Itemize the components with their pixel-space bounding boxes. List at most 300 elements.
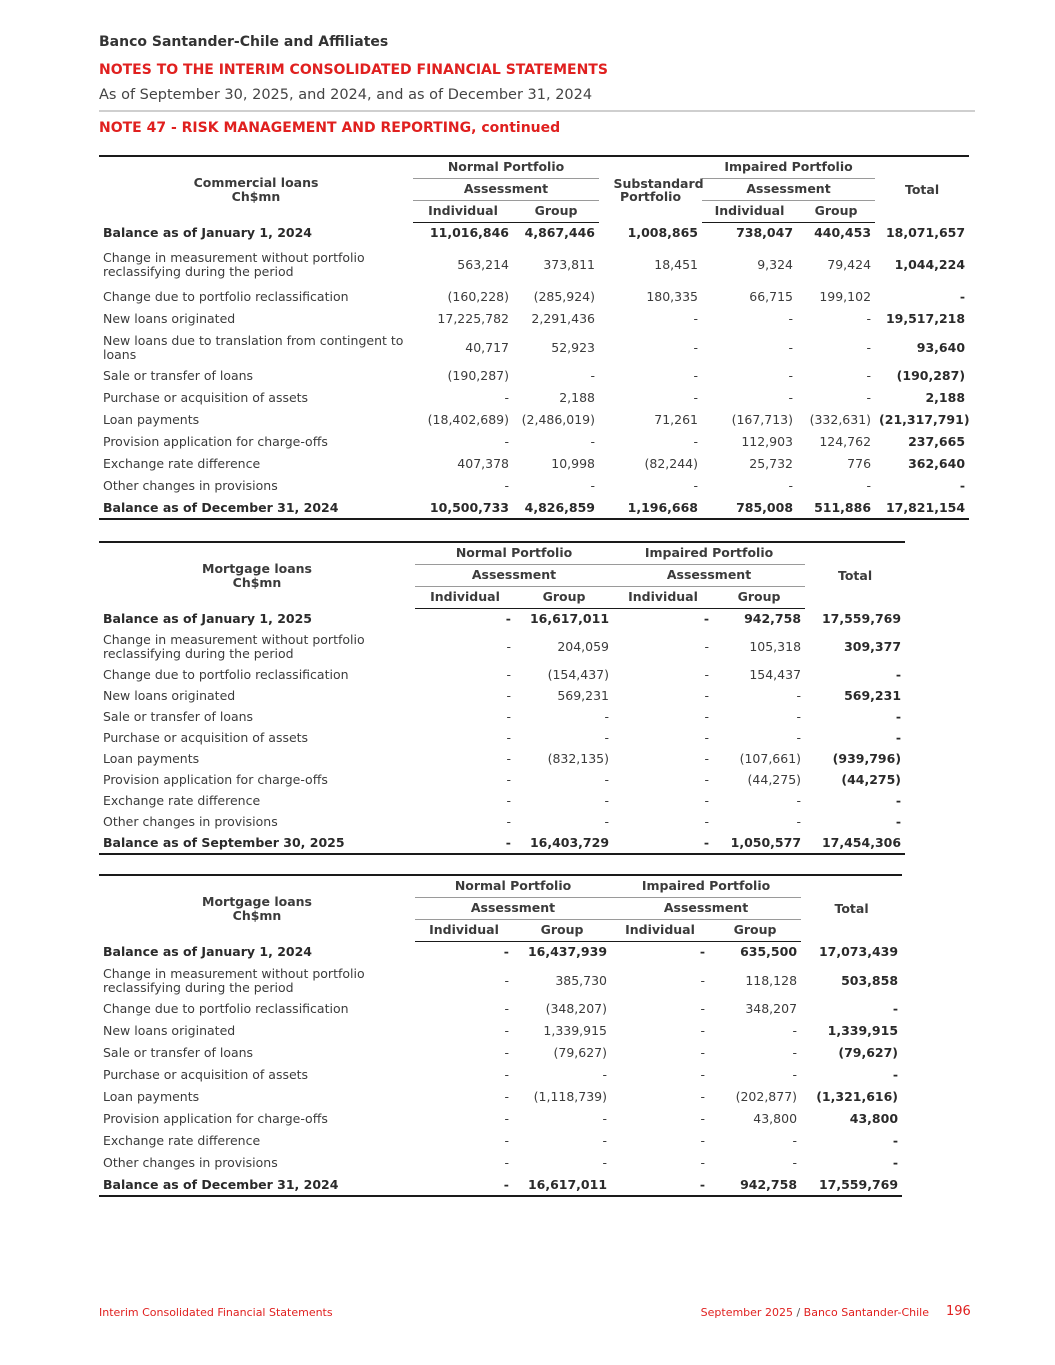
row-label: New loans originated [103, 311, 236, 326]
cell: 16,403,729 [515, 832, 613, 854]
table-row [99, 790, 905, 811]
individual-header: Individual [415, 586, 515, 608]
table-row [99, 308, 969, 330]
cell: - [704, 813, 710, 829]
impaired-portfolio-header: Impaired Portfolio [702, 156, 875, 178]
cell: - [866, 339, 872, 355]
cell: - [590, 434, 596, 449]
cell: 40,717 [465, 339, 509, 355]
table-row [99, 286, 969, 308]
cell: 942,758 [709, 1174, 801, 1196]
mortgage-2025-title-cell [99, 542, 415, 608]
row-label: Change due to portfolio reclassification [103, 666, 349, 682]
cell: 785,008 [702, 497, 797, 519]
commercial-title-cell [99, 156, 413, 222]
cell: - [792, 1155, 798, 1170]
cell: - [602, 1133, 608, 1148]
cell: - [504, 1067, 509, 1082]
table-row [99, 630, 905, 664]
cell: - [504, 972, 509, 988]
cell: - [866, 390, 872, 405]
assessment-header: Assessment [413, 178, 599, 200]
total-cell: 1,044,224 [894, 257, 966, 272]
cell: - [506, 750, 511, 766]
total-cell: - [892, 1001, 899, 1016]
cell: 348,207 [745, 1001, 798, 1016]
row-label: Purchase or acquisition of assets [103, 390, 309, 405]
cell: - [506, 771, 511, 787]
row-label: Sale or transfer of loans [103, 1045, 254, 1060]
row-label: Loan payments [103, 1089, 200, 1104]
cell: - [506, 792, 511, 808]
row-label: New loans originated [103, 687, 236, 703]
table-row [99, 727, 905, 748]
total-header: Total [875, 156, 969, 222]
table-row [99, 941, 902, 963]
table-row [99, 222, 969, 244]
total-header: Total [801, 875, 902, 941]
cell: - [693, 311, 699, 326]
table-unit: Ch$mn [231, 188, 281, 204]
row-label: Purchase or acquisition of assets [103, 1067, 309, 1082]
cell: - [604, 813, 610, 829]
table-row [99, 431, 969, 453]
cell: - [504, 1045, 509, 1060]
total-cell: 19,517,218 [885, 311, 966, 326]
cell: - [704, 687, 710, 703]
table-title: Mortgage loans [202, 893, 312, 909]
total-cell: (939,796) [832, 750, 902, 766]
cell: - [693, 478, 699, 493]
total-cell: 17,073,439 [818, 944, 899, 959]
row-label: Balance as of December 31, 2024 [99, 1174, 415, 1196]
footer-bank: Banco Santander-Chile [803, 1306, 929, 1319]
row-label: Balance as of January 1, 2025 [103, 611, 312, 626]
table-row [99, 811, 905, 832]
cell: - [796, 708, 802, 724]
row-label: Provision application for charge-offs [103, 771, 328, 787]
row-label: Other changes in provisions [103, 1155, 278, 1170]
cell: 204,059 [557, 639, 610, 654]
cell: - [602, 1111, 608, 1126]
total-cell: - [892, 1133, 899, 1148]
cell: - [613, 832, 713, 854]
cell: - [792, 1067, 798, 1082]
cell: (82,244) [644, 456, 699, 471]
cell: - [788, 478, 794, 493]
total-cell: - [895, 666, 902, 682]
assessment-header: Assessment [415, 897, 611, 919]
cell: - [693, 339, 699, 355]
row-label: Loan payments [103, 750, 200, 766]
row-label: New loans originated [103, 1023, 236, 1038]
table-unit: Ch$mn [232, 907, 282, 923]
total-cell: 237,665 [908, 434, 966, 449]
assessment-header: Assessment [613, 564, 805, 586]
cell: (348,207) [545, 1001, 608, 1016]
cell: - [700, 1089, 706, 1104]
cell: 199,102 [819, 289, 872, 304]
cell: - [504, 478, 509, 493]
cell: 16,617,011 [529, 611, 610, 627]
cell: 105,318 [749, 639, 802, 654]
table-row [99, 685, 905, 706]
total-cell: 17,821,154 [875, 497, 969, 519]
total-cell: - [959, 478, 966, 493]
row-label: Other changes in provisions [103, 478, 278, 493]
cell: - [604, 708, 610, 724]
cell: 10,998 [551, 456, 596, 471]
row-label: Purchase or acquisition of assets [103, 729, 309, 745]
total-cell: (1,321,616) [816, 1089, 899, 1104]
total-cell: - [895, 792, 902, 808]
cell: 776 [847, 456, 872, 471]
cell: 52,923 [551, 339, 596, 355]
table-unit: Ch$mn [232, 574, 282, 590]
cell: - [504, 1133, 509, 1148]
cell: (332,631) [809, 412, 872, 427]
cell: 635,500 [740, 944, 798, 960]
cell: 4,826,859 [513, 497, 599, 519]
mortgage-loans-2024-table [99, 874, 902, 1197]
cell: (832,135) [547, 750, 610, 766]
cell: - [704, 639, 710, 654]
cell: 373,811 [543, 257, 596, 272]
assessment-header: Assessment [415, 564, 613, 586]
row-label: Change in measurement without portfolio reclassifying during the period [103, 250, 365, 279]
cell: - [504, 434, 509, 449]
table-title: Mortgage loans [202, 560, 312, 576]
cell: 66,715 [749, 289, 794, 304]
table-row [99, 365, 969, 387]
cell: - [704, 729, 710, 745]
mortgage-2024-title-cell [99, 875, 415, 941]
group-header: Group [713, 586, 805, 608]
cell: (167,713) [731, 412, 794, 427]
cell: (107,661) [739, 750, 802, 766]
row-label: Provision application for charge-offs [103, 1111, 328, 1126]
table-row [99, 409, 969, 431]
total-cell: 43,800 [849, 1111, 899, 1126]
cell: 124,762 [819, 434, 872, 449]
cell: - [506, 639, 511, 654]
row-label: Change due to portfolio reclassification [103, 289, 349, 304]
cell: 17,225,782 [437, 311, 509, 326]
row-label: Balance as of September 30, 2025 [99, 832, 415, 854]
table-row [99, 1152, 902, 1174]
cell: - [503, 944, 509, 960]
cell: - [700, 1001, 706, 1016]
group-header: Group [513, 200, 599, 222]
cell: 563,214 [457, 257, 509, 272]
cell: 180,335 [646, 289, 699, 304]
cell: - [415, 832, 515, 854]
notes-title: NOTES TO THE INTERIM CONSOLIDATED FINANCIAL STATEMENTS [99, 62, 608, 78]
total-cell: - [959, 289, 966, 304]
row-label: New loans due to translation from contingent to loans [103, 332, 404, 362]
cell: - [505, 611, 511, 627]
assessment-header: Assessment [611, 897, 801, 919]
cell: 2,291,436 [531, 311, 596, 326]
table-row [99, 330, 969, 365]
total-cell: (190,287) [896, 368, 966, 383]
total-cell: 309,377 [844, 639, 902, 654]
cell: - [504, 1155, 509, 1170]
row-label: Balance as of December 31, 2024 [99, 497, 413, 519]
cell: - [796, 729, 802, 745]
row-label: Exchange rate difference [103, 792, 261, 808]
cell: - [700, 1111, 706, 1126]
cell: - [700, 1067, 706, 1082]
footer-date-bank [701, 1306, 929, 1319]
total-cell: 362,640 [908, 456, 966, 471]
cell: 569,231 [557, 687, 610, 703]
cell: (1,118,739) [533, 1089, 608, 1104]
footer-document-title: Interim Consolidated Financial Statements [99, 1306, 333, 1319]
cell: 1,196,668 [599, 497, 702, 519]
cell: 16,617,011 [513, 1174, 611, 1196]
cell: - [700, 1133, 706, 1148]
total-cell: (79,627) [838, 1045, 899, 1060]
cell: - [704, 750, 710, 766]
table-row [99, 1108, 902, 1130]
cell: - [506, 813, 511, 829]
cell: - [788, 311, 794, 326]
header-divider [99, 110, 975, 112]
total-cell: - [895, 708, 902, 724]
individual-header: Individual [611, 919, 709, 941]
table-row [99, 832, 905, 854]
cell: - [604, 771, 610, 787]
cell: - [704, 792, 710, 808]
table-row [99, 1020, 902, 1042]
total-cell: - [892, 1067, 899, 1082]
cell: - [788, 368, 794, 383]
cell: 43,800 [753, 1111, 798, 1126]
cell: - [788, 339, 794, 355]
cell: - [504, 1023, 509, 1038]
row-label: Sale or transfer of loans [103, 708, 254, 724]
table-row [99, 664, 905, 685]
cell: (44,275) [747, 771, 802, 787]
cell: - [504, 1001, 509, 1016]
cell: - [506, 729, 511, 745]
cell: - [504, 1111, 509, 1126]
cell: - [506, 708, 511, 724]
total-cell: 2,188 [925, 390, 966, 405]
row-label: Provision application for charge-offs [103, 434, 328, 449]
total-cell: 17,454,306 [805, 832, 905, 854]
mortgage-loans-2025-table [99, 541, 905, 855]
group-header: Group [709, 919, 801, 941]
cell: 4,867,446 [524, 225, 596, 241]
cell: 511,886 [797, 497, 875, 519]
cell: - [693, 390, 699, 405]
substandard-portfolio-header [599, 156, 702, 222]
cell: 112,903 [741, 434, 794, 449]
row-label: Other changes in provisions [103, 813, 278, 829]
total-cell: - [895, 813, 902, 829]
cell: (154,437) [547, 666, 610, 682]
cell: 154,437 [749, 666, 802, 682]
cell: 71,261 [654, 412, 699, 427]
row-label: Change in measurement without portfolio reclassifying during the period [103, 632, 365, 661]
cell: - [415, 1174, 513, 1196]
company-name: Banco Santander-Chile and Affiliates [99, 34, 389, 50]
cell: - [604, 729, 610, 745]
total-cell: (21,317,791) [879, 412, 970, 427]
total-header: Total [805, 542, 905, 608]
row-label: Change due to portfolio reclassification [103, 1001, 349, 1016]
table-row [99, 608, 905, 630]
footer-separator: / [796, 1306, 801, 1319]
table-title: Commercial loans [193, 174, 319, 190]
total-cell: - [895, 729, 902, 745]
substandard-label: Substandard Portfolio [613, 175, 704, 204]
cell: 25,732 [749, 456, 794, 471]
cell: 79,424 [827, 257, 872, 272]
cell: 407,378 [457, 456, 509, 471]
table-row [99, 998, 902, 1020]
total-cell: 17,559,769 [801, 1174, 902, 1196]
cell: - [506, 687, 511, 703]
cell: (285,924) [533, 289, 596, 304]
note-title: NOTE 47 - RISK MANAGEMENT AND REPORTING, continued [99, 120, 561, 136]
cell: - [604, 792, 610, 808]
normal-portfolio-header: Normal Portfolio [415, 875, 611, 897]
cell: (190,287) [447, 368, 509, 383]
cell: 1,050,577 [713, 832, 805, 854]
cell: - [788, 390, 794, 405]
table-row [99, 1174, 902, 1196]
table-row [99, 387, 969, 409]
impaired-portfolio-header: Impaired Portfolio [613, 542, 805, 564]
total-cell: 93,640 [916, 339, 966, 355]
total-cell: - [892, 1155, 899, 1170]
cell: 1,008,865 [627, 225, 699, 240]
total-cell: (44,275) [841, 771, 902, 787]
cell: (160,228) [447, 289, 509, 304]
cell: (79,627) [553, 1045, 608, 1060]
cell: - [504, 390, 509, 405]
table-row [99, 769, 905, 790]
table-row [99, 244, 969, 286]
table-row [99, 963, 902, 998]
cell: 440,453 [814, 225, 872, 241]
row-label: Sale or transfer of loans [103, 368, 254, 383]
cell: - [866, 478, 872, 493]
cell: 942,758 [744, 611, 802, 627]
cell: 1,339,915 [543, 1023, 608, 1038]
table-row [99, 453, 969, 475]
cell: - [792, 1133, 798, 1148]
cell: - [700, 1155, 706, 1170]
cell: - [590, 368, 596, 383]
individual-header: Individual [413, 200, 513, 222]
cell: 118,128 [745, 972, 798, 988]
footer-date: September 2025 [700, 1306, 793, 1319]
cell: - [866, 368, 872, 383]
cell: - [796, 687, 802, 703]
total-cell: 503,858 [841, 972, 899, 988]
cell: - [704, 771, 710, 787]
cell: - [699, 944, 706, 960]
row-label: Exchange rate difference [103, 456, 261, 471]
cell: - [792, 1045, 798, 1060]
cell: 9,324 [757, 257, 794, 272]
cell: 18,451 [654, 257, 699, 272]
assessment-header: Assessment [702, 178, 875, 200]
page-number: 196 [946, 1304, 971, 1319]
row-label: Balance as of January 1, 2024 [103, 225, 312, 240]
cell: - [602, 1155, 608, 1170]
table-row [99, 497, 969, 519]
total-cell: 569,231 [844, 687, 902, 703]
table-row [99, 1042, 902, 1064]
row-label: Loan payments [103, 412, 200, 427]
total-cell: 1,339,915 [827, 1023, 899, 1038]
group-header: Group [513, 919, 611, 941]
individual-header: Individual [613, 586, 713, 608]
cell: - [866, 311, 872, 326]
cell: - [602, 1067, 608, 1082]
cell: (2,486,019) [521, 412, 596, 427]
table-row [99, 1130, 902, 1152]
individual-header: Individual [415, 919, 513, 941]
table-row [99, 1086, 902, 1108]
cell: 16,437,939 [527, 944, 608, 960]
table-row [99, 706, 905, 727]
cell: 10,500,733 [413, 497, 513, 519]
cell: - [796, 813, 802, 829]
cell: (202,877) [735, 1089, 798, 1104]
group-header: Group [797, 200, 875, 222]
cell: 385,730 [555, 972, 608, 988]
individual-header: Individual [702, 200, 797, 222]
cell: - [693, 434, 699, 449]
group-header: Group [515, 586, 613, 608]
total-cell: 18,071,657 [885, 225, 966, 240]
table-row [99, 475, 969, 497]
row-label: Balance as of January 1, 2024 [103, 944, 312, 959]
cell: 2,188 [559, 390, 596, 405]
normal-portfolio-header: Normal Portfolio [415, 542, 613, 564]
as-of-date: As of September 30, 2025, and 2024, and as of December 31, 2024 [99, 87, 593, 103]
commercial-loans-table [99, 155, 969, 520]
row-label: Exchange rate difference [103, 1133, 261, 1148]
cell: (18,402,689) [427, 412, 509, 427]
cell: - [796, 792, 802, 808]
cell: - [792, 1023, 798, 1038]
cell: - [700, 1023, 706, 1038]
cell: 738,047 [736, 225, 794, 241]
cell: - [504, 1089, 509, 1104]
impaired-portfolio-header: Impaired Portfolio [611, 875, 801, 897]
row-label: Change in measurement without portfolio reclassifying during the period [103, 965, 365, 995]
cell: - [590, 478, 596, 493]
cell: - [700, 1045, 706, 1060]
total-cell: 17,559,769 [821, 611, 902, 626]
cell: 11,016,846 [429, 225, 509, 241]
normal-portfolio-header: Normal Portfolio [413, 156, 599, 178]
cell: - [611, 1174, 709, 1196]
cell: - [704, 666, 710, 682]
table-row [99, 1064, 902, 1086]
cell: - [700, 972, 706, 988]
table-row [99, 748, 905, 769]
cell: - [693, 368, 699, 383]
cell: - [703, 611, 710, 627]
